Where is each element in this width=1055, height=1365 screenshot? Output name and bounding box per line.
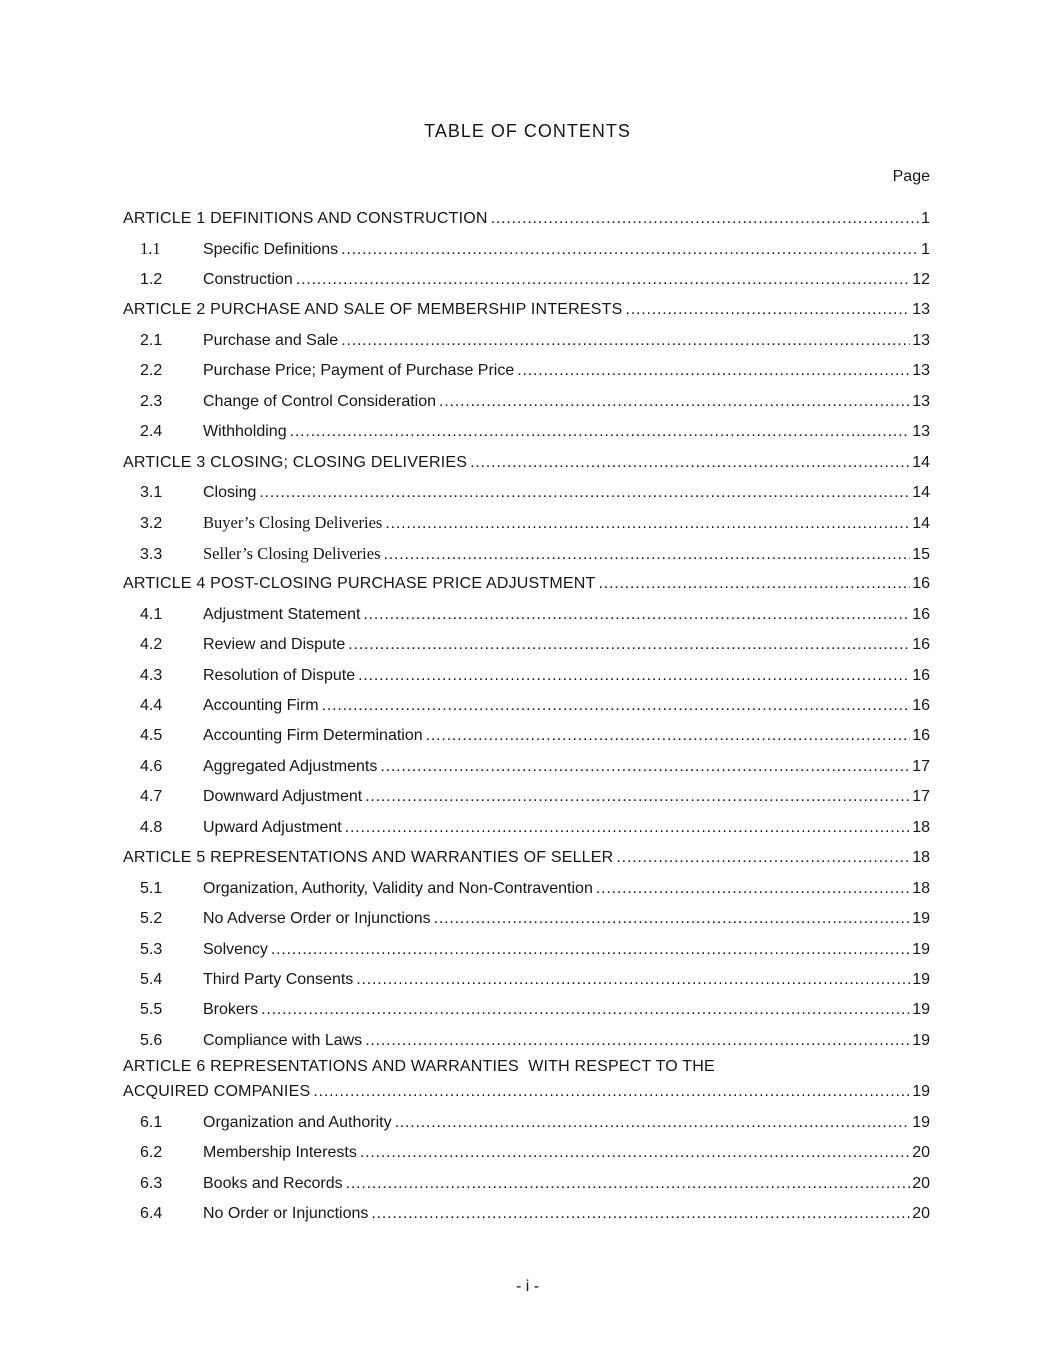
toc-section-row [123,813,930,843]
toc-section-row [123,265,930,295]
toc-entry-page: 17 [912,757,930,775]
toc-article-row [123,448,930,478]
toc-entry-number: 4.1 [140,605,163,623]
toc-dot-leader [360,1138,910,1168]
toc-dot-leader [346,1169,911,1199]
toc-entry-page: 13 [912,301,930,319]
toc-entry-label: Organization, Authority, Validity and Non-Contravention [203,879,593,897]
toc-entry-page: 13 [912,331,930,349]
toc-section-row [123,600,930,630]
toc-entry-label: Change of Control Consideration [203,392,437,410]
toc-section-row [123,995,930,1025]
toc-section-row [123,1138,930,1168]
toc-entry-number: 4.5 [140,727,163,745]
toc-dot-leader [290,417,911,447]
toc-article-row [123,204,930,234]
toc-dot-leader [491,204,919,234]
toc-entry-number: 3.3 [140,545,163,563]
toc-entry-number: 4.6 [140,757,163,775]
toc-entry-label: Accounting Firm [203,697,319,714]
toc-section-row [123,1026,930,1056]
toc-dot-leader [434,904,911,934]
toc-entry-page: 18 [912,818,930,836]
toc-entry-page: 18 [912,849,930,867]
toc-section-row [123,630,930,660]
toc-dot-leader [358,661,910,691]
toc-dot-leader [395,1108,911,1138]
toc-dot-leader [439,387,910,417]
toc-article-row [123,295,930,325]
toc-dot-leader [365,782,910,812]
toc-dot-leader [596,874,910,904]
toc-section-row [123,691,930,721]
toc-section-row [123,935,930,965]
toc-entry-label: Accounting Firm Determination [203,727,423,745]
toc-entry-label: Review and Dispute [203,636,346,654]
toc-entry-page: 19 [912,910,930,928]
toc-entry-number: 1.2 [140,270,163,288]
toc-entry-number: 6.2 [140,1144,163,1162]
toc-entry-label: Solvency [203,940,268,958]
toc-section-row [123,234,930,264]
toc-entry-number: 5.5 [140,1001,163,1019]
toc-entry-label: ARTICLE 2 PURCHASE AND SALE OF MEMBERSHIP INTERESTS [123,301,623,319]
toc-dot-leader [385,509,910,538]
toc-dot-leader [341,326,910,356]
toc-entry-label: ARTICLE 6 REPRESENTATIONS AND WARRANTIES WITH RESPECT TO THE [123,1058,715,1076]
toc-dot-leader [517,356,910,386]
toc-dot-leader [365,1026,910,1056]
toc-dot-leader [470,448,910,478]
toc-section-row [123,965,930,995]
toc-entry-page: 19 [912,940,930,958]
toc-entry-page: 20 [912,1144,930,1162]
toc-entry-number: 4.4 [140,697,163,714]
toc-entry-number: 4.2 [140,636,163,654]
toc-entry-number: 4.8 [140,818,163,836]
toc-dot-leader [345,813,910,843]
toc-section-row [123,1199,930,1229]
toc-entry-number: 3.2 [140,515,163,533]
toc-dot-leader [356,965,910,995]
toc-dot-leader [271,935,910,965]
toc-dot-leader [296,265,910,295]
toc-entry-label: Third Party Consents [203,970,354,988]
toc-entry-label: Adjustment Statement [203,605,361,623]
toc-article-row [123,569,930,599]
toc-section-row [123,387,930,417]
toc-entry-page: 14 [912,515,930,533]
toc-entry-page: 19 [912,1001,930,1019]
toc-entry-label: ARTICLE 1 DEFINITIONS AND CONSTRUCTION [123,210,488,227]
toc-dot-leader [626,295,911,325]
toc-entry-page: 13 [912,362,930,380]
toc-section-row [123,417,930,447]
toc-dot-leader [616,843,910,873]
toc-section-row [123,752,930,782]
toc-entry-page: 17 [912,788,930,806]
toc-entry-number: 4.3 [140,666,163,684]
page-column-header: Page [892,168,930,185]
toc-entry-label: No Adverse Order or Injunctions [203,910,431,928]
toc-entry-number: 1.1 [140,239,161,259]
toc-article-row [123,1056,930,1077]
toc-entry-page: 16 [912,666,930,684]
toc-section-row [123,1108,930,1138]
toc-section-row [123,539,930,569]
toc-dot-leader [363,600,910,630]
toc-entry-label: Purchase and Sale [203,331,339,349]
toc-entry-page: 19 [912,970,930,988]
toc-entry-number: 6.4 [140,1205,163,1222]
toc-dot-leader [384,540,911,569]
toc-entry-number: 6.1 [140,1113,163,1131]
toc-section-row [123,356,930,386]
toc-section-row [123,874,930,904]
toc-entry-label: Brokers [203,1001,259,1019]
toc-section-row [123,478,930,508]
toc-article-row [123,1077,930,1107]
toc-entry-page: 13 [912,392,930,410]
toc-section-row [123,508,930,538]
toc-dot-leader [371,1199,910,1229]
toc-entry-label: Resolution of Dispute [203,666,356,684]
toc-entry-page: 18 [912,879,930,897]
toc-entry-page: 20 [912,1174,930,1192]
toc-entry-page: 16 [912,605,930,623]
footer-page-number: - i - [515,1278,540,1295]
toc-dot-leader [261,995,910,1025]
toc-entry-page: 20 [912,1205,930,1222]
toc-entry-label: Compliance with Laws [203,1031,363,1049]
toc-section-row [123,661,930,691]
toc-entry-page: 16 [912,727,930,745]
toc-entry-page: 19 [912,1031,930,1049]
toc-entry-page: 1 [921,241,930,259]
toc-entry-page: 16 [912,575,930,593]
toc-entry-page: 1 [921,210,930,227]
toc-entry-number: 2.3 [140,392,163,410]
toc-entry-page: 12 [912,270,930,288]
toc-entry-page: 16 [912,697,930,714]
toc-section-row [123,1169,930,1199]
toc-entry-page: 13 [912,423,930,441]
toc-entry-label: Upward Adjustment [203,818,342,836]
toc-entry-label: ARTICLE 3 CLOSING; CLOSING DELIVERIES [123,453,468,471]
toc-section-row [123,782,930,812]
toc-entry-page: 14 [912,483,930,501]
toc-entry-number: 2.2 [140,362,163,380]
toc-entry-label: Books and Records [203,1174,343,1192]
toc-section-row [123,904,930,934]
toc-entry-label: Downward Adjustment [203,788,363,806]
toc-entry-page: 19 [912,1113,930,1131]
toc-entry-page: 14 [912,453,930,471]
toc-entry-number: 4.7 [140,788,163,806]
toc-entry-number: 2.4 [140,423,163,441]
toc-section-row [123,326,930,356]
toc-dot-leader [599,569,911,599]
toc-entry-label: ACQUIRED COMPANIES [123,1083,311,1101]
toc-entry-label: Specific Definitions [203,241,339,259]
toc-entry-label: Seller’s Closing Deliveries [203,543,381,563]
toc-entry-label: Organization and Authority [203,1113,392,1131]
toc-list [123,204,930,1229]
toc-dot-leader [341,235,919,264]
page-title: TABLE OF CONTENTS [424,121,631,141]
toc-entry-page: 15 [912,545,930,563]
toc-entry-number: 2.1 [140,331,163,349]
toc-entry-label: Withholding [203,423,287,441]
toc-entry-label: ARTICLE 5 REPRESENTATIONS AND WARRANTIES OF SELLER [123,849,614,867]
toc-entry-number: 5.3 [140,940,163,958]
toc-dot-leader [426,721,911,751]
toc-entry-label: Closing [203,483,257,501]
toc-dot-leader [348,630,910,660]
toc-dot-leader [322,691,911,721]
toc-entry-label: Buyer’s Closing Deliveries [203,513,383,533]
toc-dot-leader [313,1077,910,1107]
toc-article-row [123,843,930,873]
toc-entry-label: Membership Interests [203,1144,357,1162]
toc-entry-number: 5.2 [140,910,163,928]
toc-entry-number: 6.3 [140,1174,163,1192]
toc-dot-leader [380,752,910,782]
toc-entry-label: Aggregated Adjustments [203,757,378,775]
toc-entry-number: 5.6 [140,1031,163,1049]
toc-entry-number: 3.1 [140,483,163,501]
toc-entry-label: ARTICLE 4 POST-CLOSING PURCHASE PRICE ADJUSTMENT [123,575,596,593]
toc-entry-page: 19 [912,1083,930,1101]
toc-entry-number: 5.1 [140,879,163,897]
toc-dot-leader [259,478,910,508]
toc-entry-label: Construction [203,270,293,288]
toc-entry-label: Purchase Price; Payment of Purchase Price [203,362,515,380]
toc-section-row [123,721,930,751]
toc-entry-number: 5.4 [140,970,163,988]
toc-entry-label: No Order or Injunctions [203,1205,369,1222]
toc-entry-page: 16 [912,636,930,654]
